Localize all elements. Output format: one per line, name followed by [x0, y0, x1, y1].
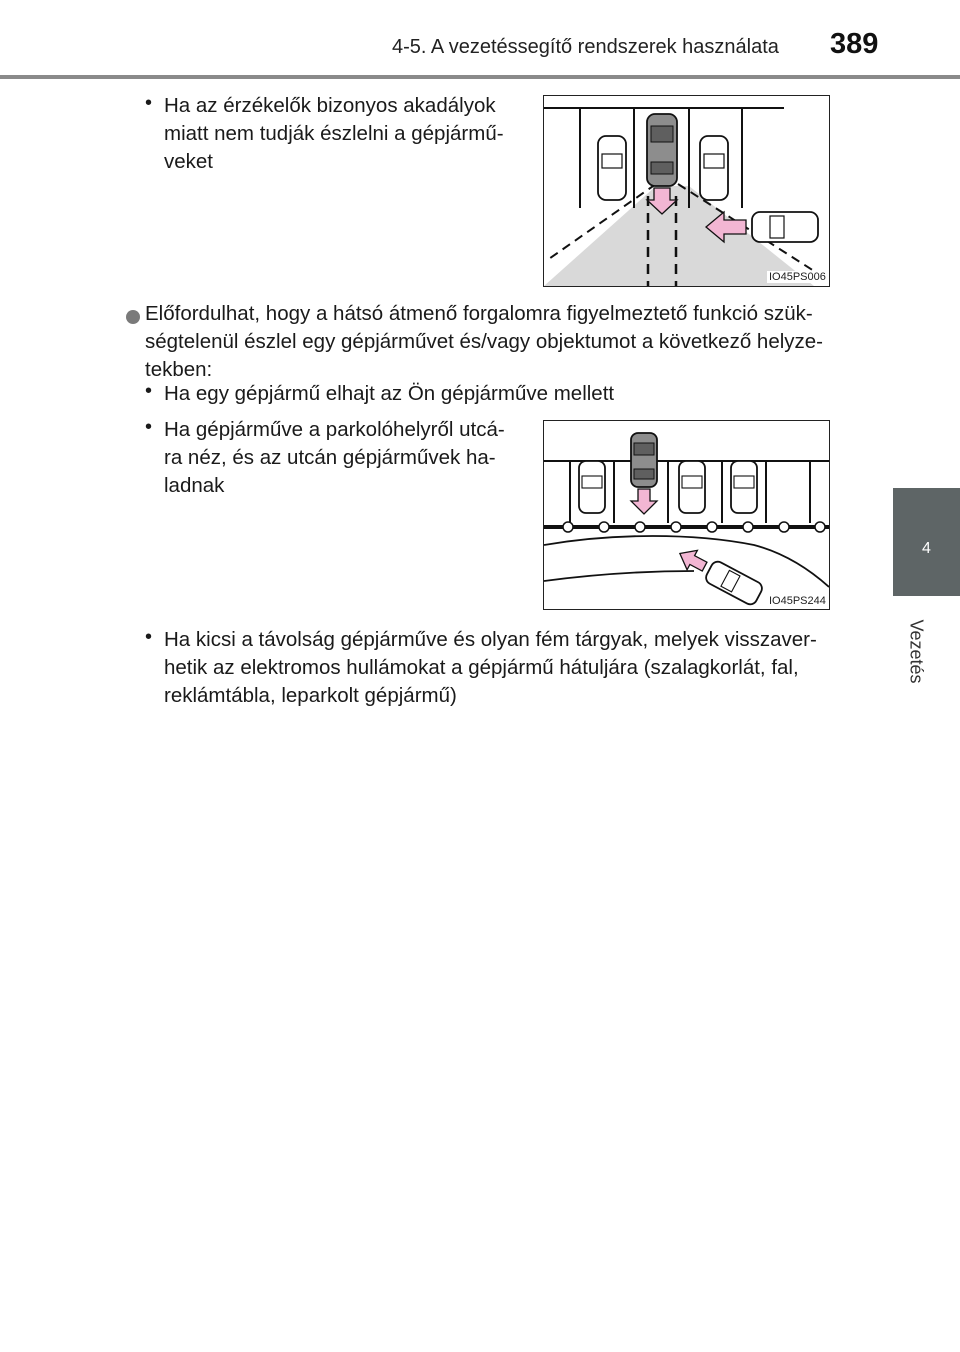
main-point-line-3: tekben: — [145, 358, 213, 381]
bullet-3-line-1: Ha gépjárműve a parkolóhelyről utcá- — [164, 418, 505, 441]
street-facing-diagram — [544, 421, 829, 609]
bullet-2-text: Ha egy gépjármű elhajt az Ön gépjárműve mellett — [164, 382, 615, 405]
figure-2-code: IO45PS244 — [769, 595, 826, 607]
bullet-3-line-2: ra néz, és az utcán gépjárművek ha- — [164, 446, 496, 469]
bullet-4-symbol: • — [145, 626, 153, 648]
figure-parking-obstacle — [543, 95, 830, 287]
bullet-1-line-3: veket — [164, 150, 213, 173]
bullet-3-symbol: • — [145, 416, 153, 438]
figure-street-facing — [543, 420, 830, 610]
section-title: 4-5. A vezetéssegítő rendszerek használata — [392, 36, 779, 58]
chapter-label-text: Vezetés — [906, 619, 927, 684]
bullet-4-line-3: reklámtábla, leparkolt gépjármű) — [164, 684, 457, 707]
bullet-3-line-3: ladnak — [164, 474, 225, 497]
point-marker-icon — [126, 310, 140, 324]
main-point-line-2: ségtelenül észlel egy gépjárművet és/vagy objektumot a következő helyze- — [145, 330, 824, 353]
bullet-1-text — [164, 92, 518, 176]
bullet-3-text — [164, 416, 518, 500]
chapter-label — [904, 612, 926, 692]
bullet-1-symbol: • — [145, 92, 153, 114]
main-point-line-1: Előfordulhat, hogy a hátsó átmenő forgalomra figyelmeztető funkció szük- — [145, 302, 813, 325]
bullet-4-text — [164, 626, 854, 710]
parking-obstacle-diagram — [544, 96, 829, 286]
bullet-1-line-2: miatt nem tudják észlelni a gépjármű- — [164, 122, 504, 145]
bullet-4-line-1: Ha kicsi a távolság gépjárműve és olyan fém tárgyak, melyek visszaver- — [164, 628, 817, 651]
bullet-1-line-1: Ha az érzékelők bizonyos akadályok — [164, 94, 496, 117]
chapter-number: 4 — [922, 540, 931, 557]
header-divider — [0, 75, 960, 79]
page-number: 389 — [830, 28, 879, 60]
bullet-4-line-2: hetik az elektromos hullámokat a gépjármű hátuljára (szalagkorlát, fal, — [164, 656, 799, 679]
main-point-text — [145, 300, 853, 384]
figure-1-code: IO45PS006 — [769, 271, 826, 283]
bullet-2-symbol: • — [145, 380, 153, 402]
